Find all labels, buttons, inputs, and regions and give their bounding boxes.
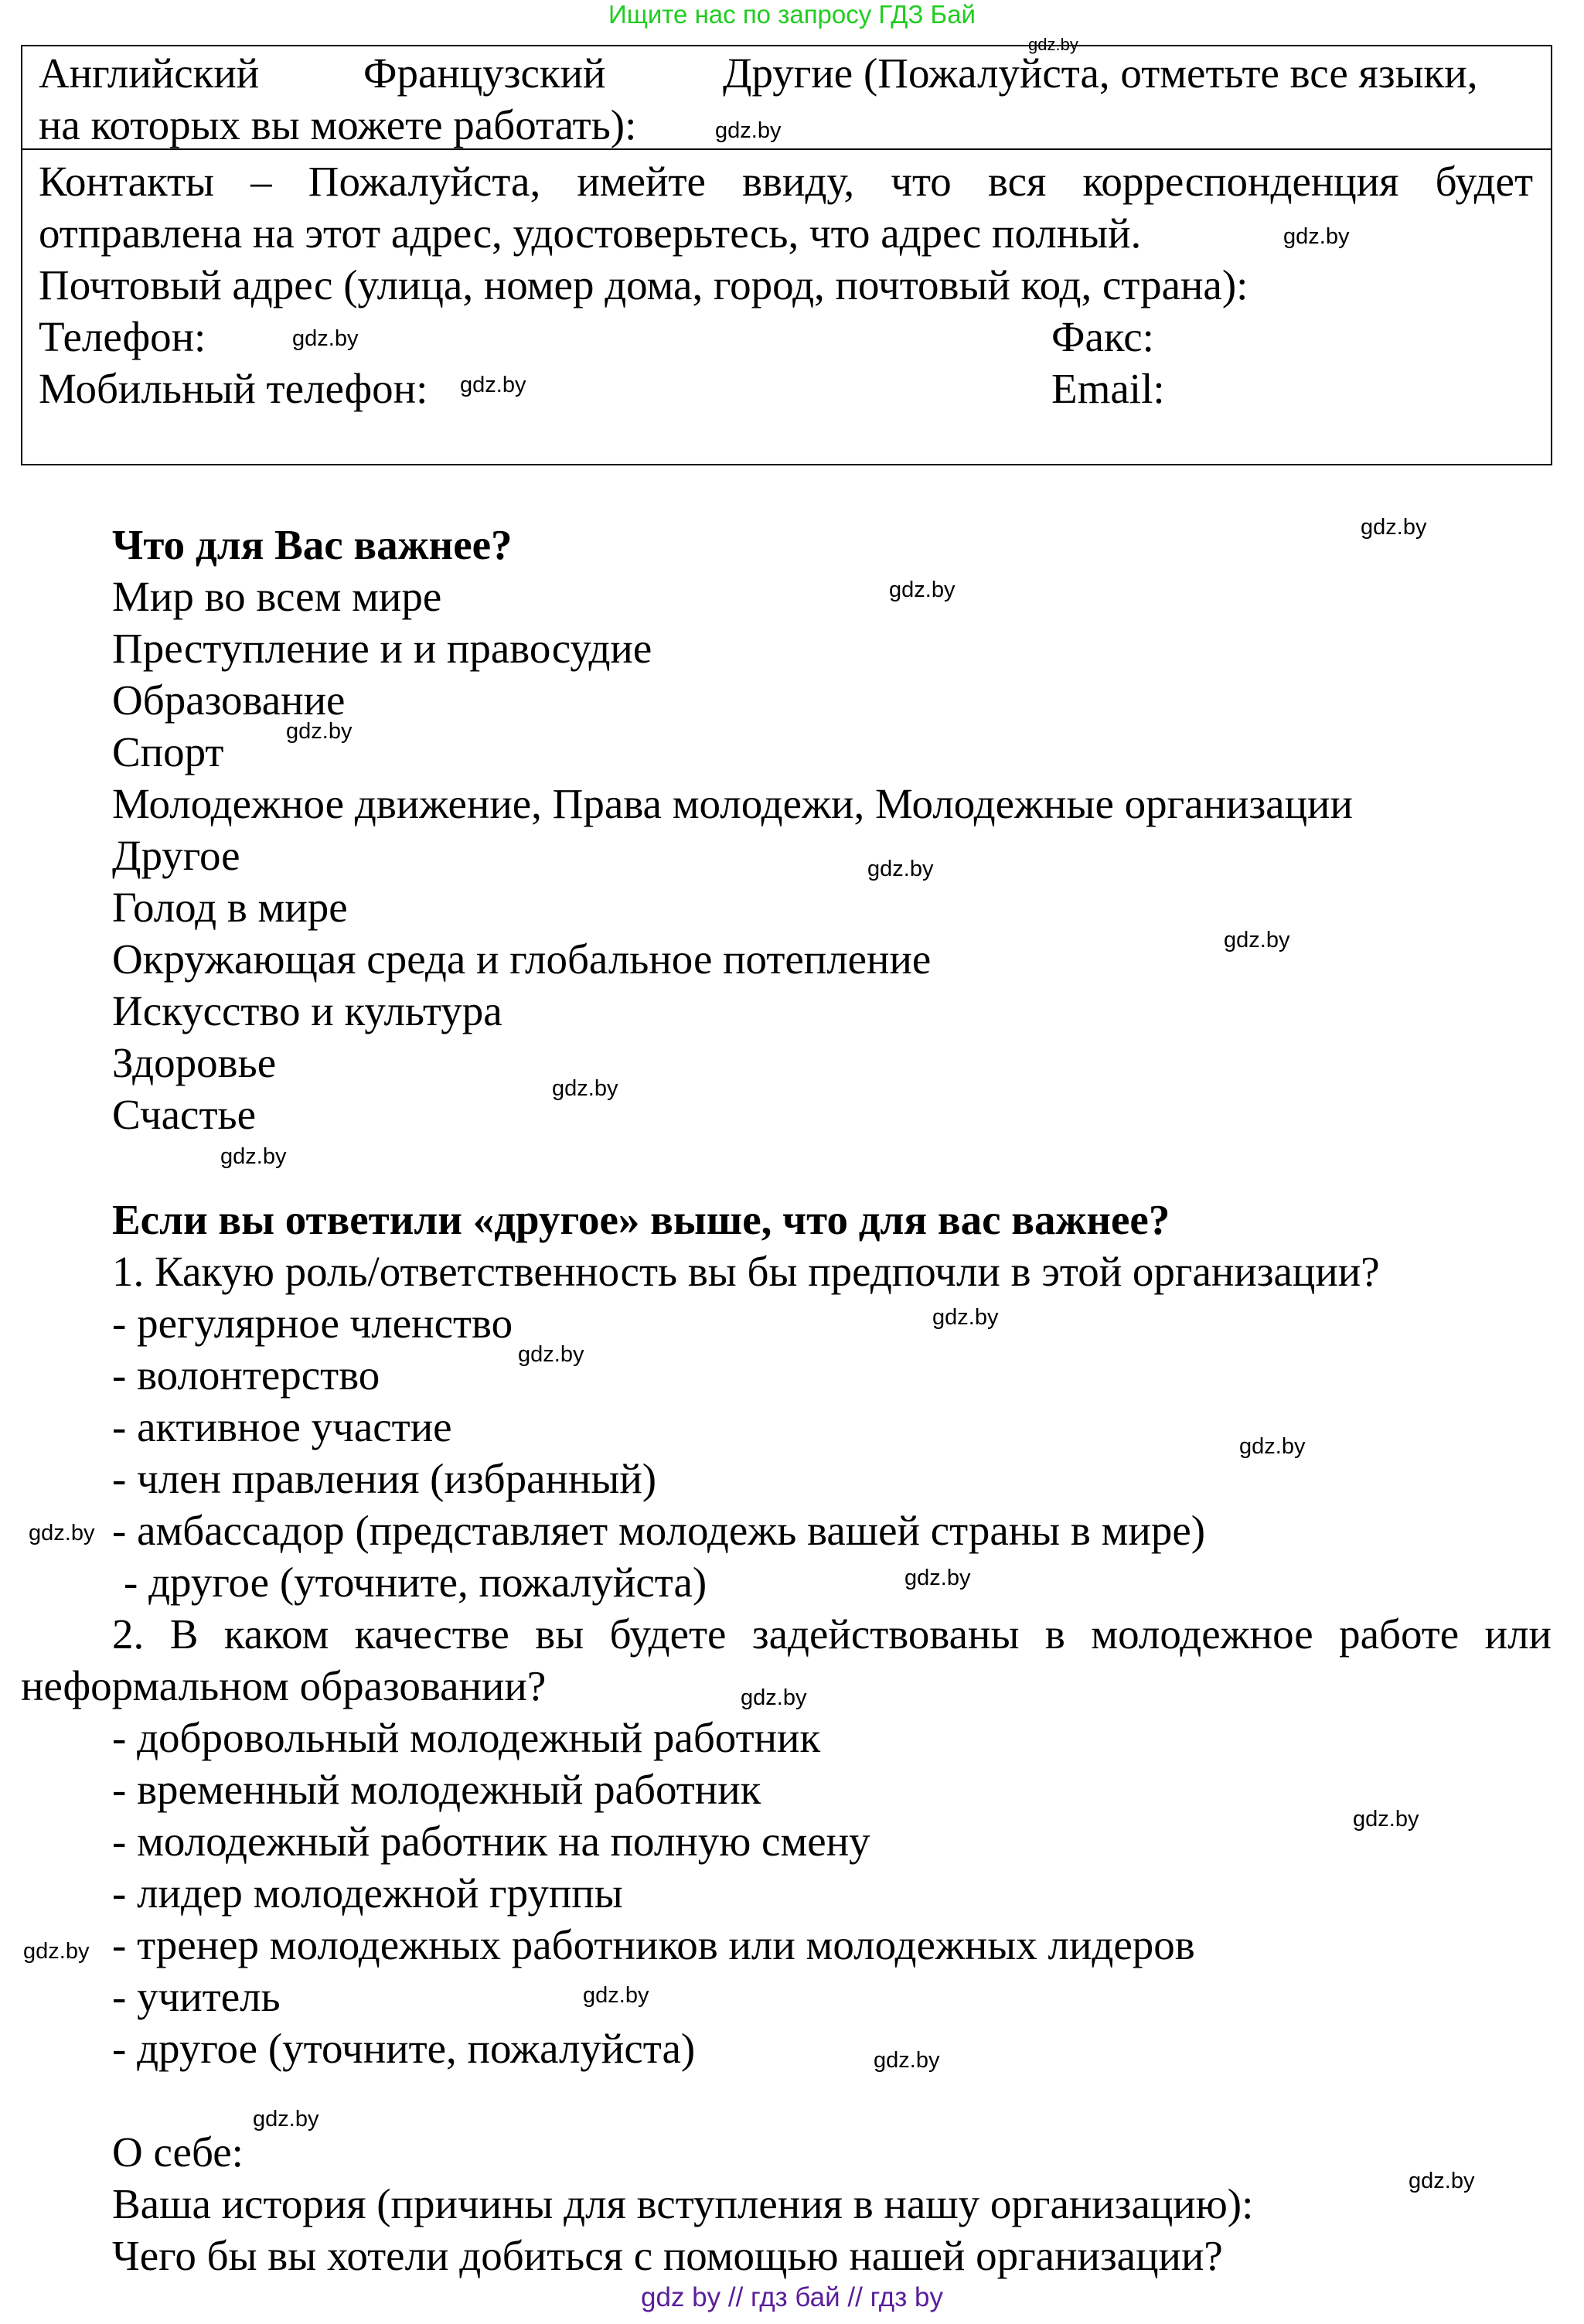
watermark: gdz.by <box>1283 224 1350 249</box>
watermark: gdz.by <box>1361 515 1427 540</box>
watermark: gdz.by <box>1028 35 1078 54</box>
watermark: gdz.by <box>518 1342 584 1367</box>
q2-option: - временный молодежный работник <box>112 1766 761 1813</box>
other-heading: Если вы ответили «другое» выше, что для вас важнее? <box>112 1196 1170 1243</box>
q1-option: - член правления (избранный) <box>112 1455 657 1502</box>
watermark: gdz.by <box>904 1566 971 1590</box>
q2-option: - молодежный работник на полную смену <box>112 1818 870 1865</box>
q1-option: - волонтерство <box>112 1351 380 1399</box>
q2-option: - другое (уточните, пожалуйста) <box>112 2025 696 2072</box>
q2-option: - учитель <box>112 1973 281 2020</box>
q1-option: - регулярное членство <box>112 1300 513 1347</box>
watermark: gdz.by <box>220 1144 287 1169</box>
watermark: gdz.by <box>552 1076 618 1101</box>
watermark: gdz.by <box>253 2107 319 2131</box>
fax-label: Факс: <box>1051 313 1154 360</box>
q1-option: - другое (уточните, пожалуйста) <box>124 1559 707 1606</box>
priorities-heading: Что для Вас важнее? <box>112 521 513 568</box>
watermark: gdz.by <box>292 326 359 351</box>
watermark: gdz.by <box>1353 1807 1419 1832</box>
question-2-line2: неформальном образовании? <box>21 1662 547 1709</box>
watermark: gdz.by <box>583 1983 649 2008</box>
footer-links: gdz by // гдз бай // гдз by <box>641 2282 943 2312</box>
priority-item: Молодежное движение, Права молодежи, Молодежные организации <box>112 780 1353 827</box>
about-story: Ваша история (причины для вступления в нашу организацию): <box>112 2180 1254 2227</box>
priority-item: Другое <box>112 832 240 879</box>
language-others-continued: на которых вы можете работать): <box>39 101 637 148</box>
watermark: gdz.by <box>1239 1434 1306 1459</box>
watermark: gdz.by <box>1409 2169 1475 2193</box>
top-banner: Ищите нас по запросу ГДЗ Бай <box>608 0 976 29</box>
contacts-note-line1: Контакты – Пожалуйста, имейте ввиду, что вся корреспонденция будет <box>39 158 1533 205</box>
priority-item: Преступление и и правосудие <box>112 625 652 672</box>
language-others: Другие (Пожалуйста, отметьте все языки, <box>723 49 1478 97</box>
contacts-note-line2: отправлена на этот адрес, удостоверьтесь, что адрес полный. <box>39 210 1142 257</box>
language-french: Французский <box>363 49 606 97</box>
q2-option: - лидер молодежной группы <box>112 1869 623 1917</box>
priority-item: Образование <box>112 676 346 724</box>
watermark: gdz.by <box>932 1305 999 1330</box>
watermark: gdz.by <box>874 2048 940 2073</box>
about-heading: О себе: <box>112 2128 244 2176</box>
watermark: gdz.by <box>1224 928 1290 952</box>
watermark: gdz.by <box>286 719 353 744</box>
priority-item: Мир во всем мире <box>112 573 442 620</box>
q2-option: - добровольный молодежный работник <box>112 1714 821 1761</box>
priority-item: Искусство и культура <box>112 987 502 1034</box>
phone-label: Телефон: <box>39 313 206 360</box>
question-2-line1: 2. В каком качестве вы будете задействованы в молодежное работе или <box>112 1610 1552 1658</box>
watermark: gdz.by <box>23 1939 90 1964</box>
priority-item: Голод в мире <box>112 884 348 931</box>
priority-item: Счастье <box>112 1091 256 1138</box>
watermark: gdz.by <box>460 373 526 397</box>
watermark: gdz.by <box>889 578 956 602</box>
watermark: gdz.by <box>867 857 934 881</box>
email-label: Email: <box>1051 365 1165 412</box>
about-goal: Чего бы вы хотели добиться с помощью нашей организации? <box>112 2232 1223 2279</box>
q1-option: - амбассадор (представляет молодежь вашей страны в мире) <box>112 1507 1206 1554</box>
priority-item: Окружающая среда и глобальное потепление <box>112 935 932 983</box>
q2-option: - тренер молодежных работников или молодежных лидеров <box>112 1921 1195 1968</box>
question-1: 1. Какую роль/ответственность вы бы предпочли в этой организации? <box>112 1248 1380 1295</box>
priority-item: Здоровье <box>112 1039 277 1086</box>
watermark: gdz.by <box>741 1685 807 1710</box>
mobile-label: Мобильный телефон: <box>39 365 428 412</box>
priority-item: Спорт <box>112 728 224 775</box>
watermark: gdz.by <box>29 1521 95 1545</box>
postal-address-label: Почтовый адрес (улица, номер дома, город, почтовый код, страна): <box>39 261 1248 308</box>
language-english: Английский <box>39 49 260 97</box>
watermark: gdz.by <box>715 118 782 143</box>
q1-option: - активное участие <box>112 1403 452 1450</box>
